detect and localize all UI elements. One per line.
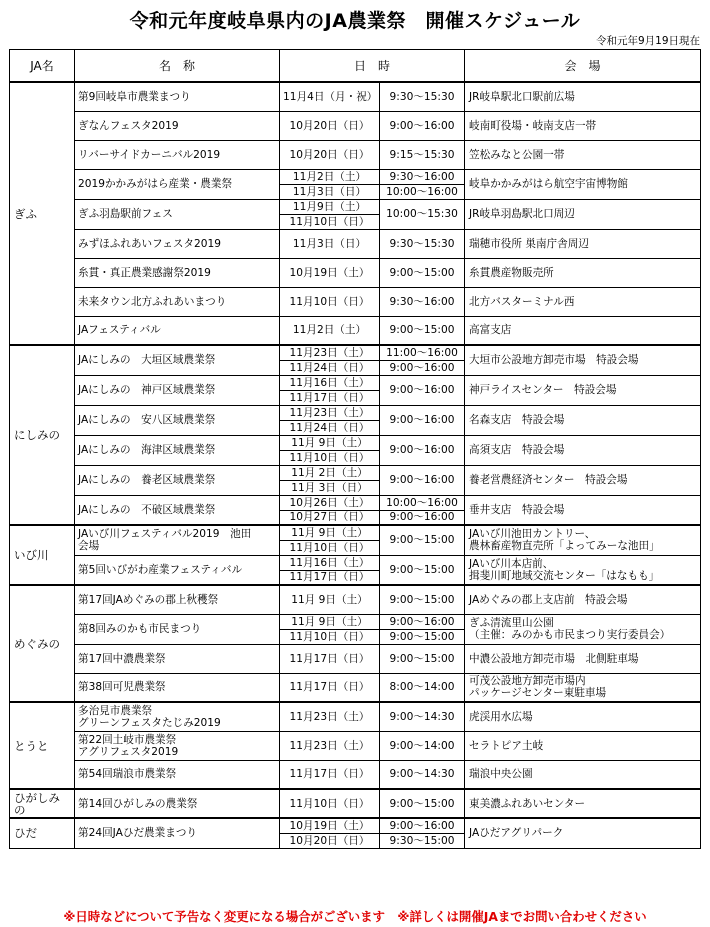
table-row [10, 199, 701, 214]
event-date-cell: 11月 9日（土） [280, 525, 380, 540]
event-time-cell: 10:00～16:00 [380, 495, 465, 510]
event-venue-cell: 岐南町役場・岐南支店一帯 [465, 111, 701, 140]
event-time-cell: 9:00～15:00 [380, 258, 465, 287]
event-venue-cell: 高富支店 [465, 316, 701, 345]
event-venue-cell: 瑞穂市役所 巣南庁舎周辺 [465, 229, 701, 258]
event-venue-cell: JAひだアグリパーク [465, 818, 701, 848]
event-date-cell: 11月 9日（土） [280, 614, 380, 629]
event-date-cell: 10月20日（日） [280, 111, 380, 140]
header-row [10, 50, 701, 83]
event-date-cell: 11月17日（日） [280, 390, 380, 405]
table-row [10, 435, 701, 450]
event-date-cell: 11月16日（土） [280, 375, 380, 390]
table-row [10, 495, 701, 510]
event-date-cell: 11月9日（土） [280, 199, 380, 214]
event-date-cell: 11月10日（日） [280, 789, 380, 818]
event-date-cell: 11月16日（土） [280, 555, 380, 570]
event-date-cell: 10月20日（日） [280, 833, 380, 848]
table-row [10, 789, 701, 818]
event-name-cell: JAにしみの 大垣区域農業祭 [75, 345, 280, 375]
event-time-cell: 9:30～15:00 [380, 833, 465, 848]
event-name-cell: ぎなんフェスタ2019 [75, 111, 280, 140]
event-time-cell: 9:00～15:00 [380, 316, 465, 345]
ja-name-cell: ひだ [10, 818, 75, 848]
event-time-cell: 9:00～16:00 [380, 510, 465, 525]
table-row [10, 760, 701, 789]
event-venue-cell: 笠松みなと公園一帯 [465, 140, 701, 169]
event-date-cell: 11月3日（日） [280, 229, 380, 258]
event-venue-cell: 垂井支店 特設会場 [465, 495, 701, 525]
schedule-body [10, 82, 701, 848]
event-venue-cell: JAいび川池田カントリー、 農林畜産物直売所「よってみーな池田」 [465, 525, 701, 555]
schedule-table [9, 49, 701, 849]
event-time-cell: 9:00～15:00 [380, 525, 465, 555]
event-time-cell: 9:00～16:00 [380, 111, 465, 140]
ja-name-cell: いび川 [10, 525, 75, 585]
event-venue-cell: セラトピア土岐 [465, 731, 701, 760]
event-time-cell: 9:00～16:00 [380, 614, 465, 629]
event-time-cell: 9:30～16:00 [380, 169, 465, 184]
table-row [10, 258, 701, 287]
event-date-cell: 11月23日（土） [280, 345, 380, 360]
ja-name-cell: めぐみの [10, 585, 75, 702]
event-time-cell: 10:00～16:00 [380, 184, 465, 199]
event-name-cell: JAフェスティバル [75, 316, 280, 345]
event-name-cell: 第8回みのかも市民まつり [75, 614, 280, 644]
event-name-cell: 第14回ひがしみの農業祭 [75, 789, 280, 818]
event-time-cell: 9:00～15:00 [380, 555, 465, 585]
event-time-cell: 9:00～16:00 [380, 818, 465, 833]
event-time-cell: 11:00～16:00 [380, 345, 465, 360]
table-row [10, 731, 701, 760]
event-name-cell: リバーサイドカーニバル2019 [75, 140, 280, 169]
event-name-cell: 多治見市農業祭 グリーンフェスタたじみ2019 [75, 702, 280, 731]
event-name-cell: 第17回JAめぐみの郡上秋穫祭 [75, 585, 280, 614]
event-date-cell: 11月24日（日） [280, 360, 380, 375]
event-venue-cell: 岐阜かかみがはら航空宇宙博物館 [465, 169, 701, 199]
event-venue-cell: 名森支店 特設会場 [465, 405, 701, 435]
event-date-cell: 11月10日（日） [280, 214, 380, 229]
event-date-cell: 10月26日（土） [280, 495, 380, 510]
header-venue: 会 場 [465, 50, 701, 83]
event-name-cell: JAいび川フェスティバル2019 池田 会場 [75, 525, 280, 555]
table-row [10, 614, 701, 629]
event-time-cell: 9:30～15:30 [380, 229, 465, 258]
event-name-cell: みずほふれあいフェスタ2019 [75, 229, 280, 258]
event-date-cell: 10月20日（日） [280, 140, 380, 169]
event-time-cell: 9:00～14:00 [380, 731, 465, 760]
event-venue-cell: 東美濃ふれあいセンター [465, 789, 701, 818]
event-time-cell: 9:00～16:00 [380, 465, 465, 495]
event-time-cell: 9:00～16:00 [380, 405, 465, 435]
event-time-cell: 10:00～15:30 [380, 199, 465, 229]
event-time-cell: 9:00～14:30 [380, 702, 465, 731]
event-name-cell: 第22回土岐市農業祭 アグリフェスタ2019 [75, 731, 280, 760]
event-date-cell: 11月23日（土） [280, 731, 380, 760]
table-row [10, 405, 701, 420]
event-name-cell: 糸貫・真正農業感謝祭2019 [75, 258, 280, 287]
table-row [10, 140, 701, 169]
table-row [10, 169, 701, 184]
table-row [10, 673, 701, 702]
event-venue-cell: 虎渓用水広場 [465, 702, 701, 731]
notice-text: ※日時などについて予告なく変更になる場合がございます ※詳しくは開催JAまでお問い合わせください [63, 909, 647, 924]
event-name-cell: 2019かかみがはら産業・農業祭 [75, 169, 280, 199]
event-date-cell: 11月4日（月・祝） [280, 82, 380, 111]
event-date-cell: 11月2日（土） [280, 316, 380, 345]
event-time-cell: 9:00～14:30 [380, 760, 465, 789]
table-row [10, 644, 701, 673]
event-name-cell: 第9回岐阜市農業まつり [75, 82, 280, 111]
table-row [10, 287, 701, 316]
event-venue-cell: 神戸ライスセンター 特設会場 [465, 375, 701, 405]
event-name-cell: 第24回JAひだ農業まつり [75, 818, 280, 848]
event-time-cell: 9:00～16:00 [380, 360, 465, 375]
event-time-cell: 9:30～15:30 [380, 82, 465, 111]
event-date-cell: 11月17日（日） [280, 644, 380, 673]
table-row [10, 818, 701, 833]
header-ja: JA名 [10, 50, 75, 83]
event-date-cell: 11月17日（日） [280, 760, 380, 789]
event-time-cell: 9:15～15:30 [380, 140, 465, 169]
event-date-cell: 10月19日（土） [280, 818, 380, 833]
table-row [10, 316, 701, 345]
table-row [10, 525, 701, 540]
event-date-cell: 11月17日（日） [280, 673, 380, 702]
event-date-cell: 11月 3日（日） [280, 480, 380, 495]
event-venue-cell: 大垣市公設地方卸売市場 特設会場 [465, 345, 701, 375]
event-venue-cell: JR岐阜駅北口駅前広場 [465, 82, 701, 111]
table-row [10, 702, 701, 731]
table-row [10, 465, 701, 480]
event-time-cell: 9:00～16:00 [380, 435, 465, 465]
event-date-cell: 11月24日（日） [280, 420, 380, 435]
event-time-cell: 9:00～15:00 [380, 644, 465, 673]
event-date-cell: 11月10日（日） [280, 450, 380, 465]
event-time-cell: 9:00～15:00 [380, 629, 465, 644]
event-venue-cell: JAいび川本店前、 揖斐川町地域交流センター「はなもも」 [465, 555, 701, 585]
event-name-cell: 第54回瑞浪市農業祭 [75, 760, 280, 789]
event-time-cell: 8:00～14:00 [380, 673, 465, 702]
event-date-cell: 10月19日（土） [280, 258, 380, 287]
event-name-cell: ぎふ羽島駅前フェス [75, 199, 280, 229]
event-time-cell: 9:30～16:00 [380, 287, 465, 316]
event-date-cell: 11月23日（土） [280, 702, 380, 731]
event-date-cell: 11月17日（日） [280, 570, 380, 585]
event-name-cell: JAにしみの 不破区域農業祭 [75, 495, 280, 525]
event-date-cell: 11月10日（日） [280, 287, 380, 316]
event-name-cell: JAにしみの 養老区域農業祭 [75, 465, 280, 495]
table-row [10, 229, 701, 258]
event-venue-cell: ぎふ清流里山公園 （主催：みのかも市民まつり実行委員会） [465, 614, 701, 644]
page-title: 令和元年度岐阜県内のJA農業祭 開催スケジュール [129, 10, 581, 32]
ja-name-cell: ひがしみの [10, 789, 75, 818]
event-date-cell: 11月 9日（土） [280, 585, 380, 614]
event-name-cell: JAにしみの 海津区域農業祭 [75, 435, 280, 465]
event-date-cell: 11月 9日（土） [280, 435, 380, 450]
ja-name-cell: にしみの [10, 345, 75, 525]
event-name-cell: 第5回いびがわ産業フェスティバル [75, 555, 280, 585]
event-date-cell: 11月 2日（土） [280, 465, 380, 480]
table-row [10, 555, 701, 570]
event-date-cell: 11月3日（日） [280, 184, 380, 199]
event-date-cell: 11月2日（土） [280, 169, 380, 184]
event-name-cell: 第17回中濃農業祭 [75, 644, 280, 673]
event-venue-cell: JR岐阜羽島駅北口周辺 [465, 199, 701, 229]
event-date-cell: 10月27日（日） [280, 510, 380, 525]
event-name-cell: JAにしみの 神戸区域農業祭 [75, 375, 280, 405]
event-venue-cell: 糸貫農産物販売所 [465, 258, 701, 287]
event-time-cell: 9:00～15:00 [380, 789, 465, 818]
event-venue-cell: 中濃公設地方卸売市場 北側駐車場 [465, 644, 701, 673]
event-name-cell: 第38回可児農業祭 [75, 673, 280, 702]
table-row [10, 375, 701, 390]
table-row [10, 82, 701, 111]
event-venue-cell: 北方バスターミナル西 [465, 287, 701, 316]
table-row [10, 345, 701, 360]
event-name-cell: JAにしみの 安八区域農業祭 [75, 405, 280, 435]
table-row [10, 111, 701, 140]
event-time-cell: 9:00～16:00 [380, 375, 465, 405]
event-venue-cell: 瑞浪中央公園 [465, 760, 701, 789]
table-row [10, 585, 701, 614]
event-venue-cell: 可茂公設地方卸売市場内 パッケージセンター東駐車場 [465, 673, 701, 702]
event-time-cell: 9:00～15:00 [380, 585, 465, 614]
event-venue-cell: 養老営農経済センター 特設会場 [465, 465, 701, 495]
header-name: 名 称 [75, 50, 280, 83]
header-datetime: 日 時 [280, 50, 465, 83]
event-name-cell: 未来タウン北方ふれあいまつり [75, 287, 280, 316]
event-venue-cell: 高須支店 特設会場 [465, 435, 701, 465]
event-date-cell: 11月23日（土） [280, 405, 380, 420]
as-of-date: 令和元年9月19日現在 [595, 35, 700, 47]
ja-name-cell: とうと [10, 702, 75, 789]
event-venue-cell: JAめぐみの郡上支店前 特設会場 [465, 585, 701, 614]
event-date-cell: 11月10日（日） [280, 540, 380, 555]
ja-name-cell: ぎふ [10, 82, 75, 345]
event-date-cell: 11月10日（日） [280, 629, 380, 644]
